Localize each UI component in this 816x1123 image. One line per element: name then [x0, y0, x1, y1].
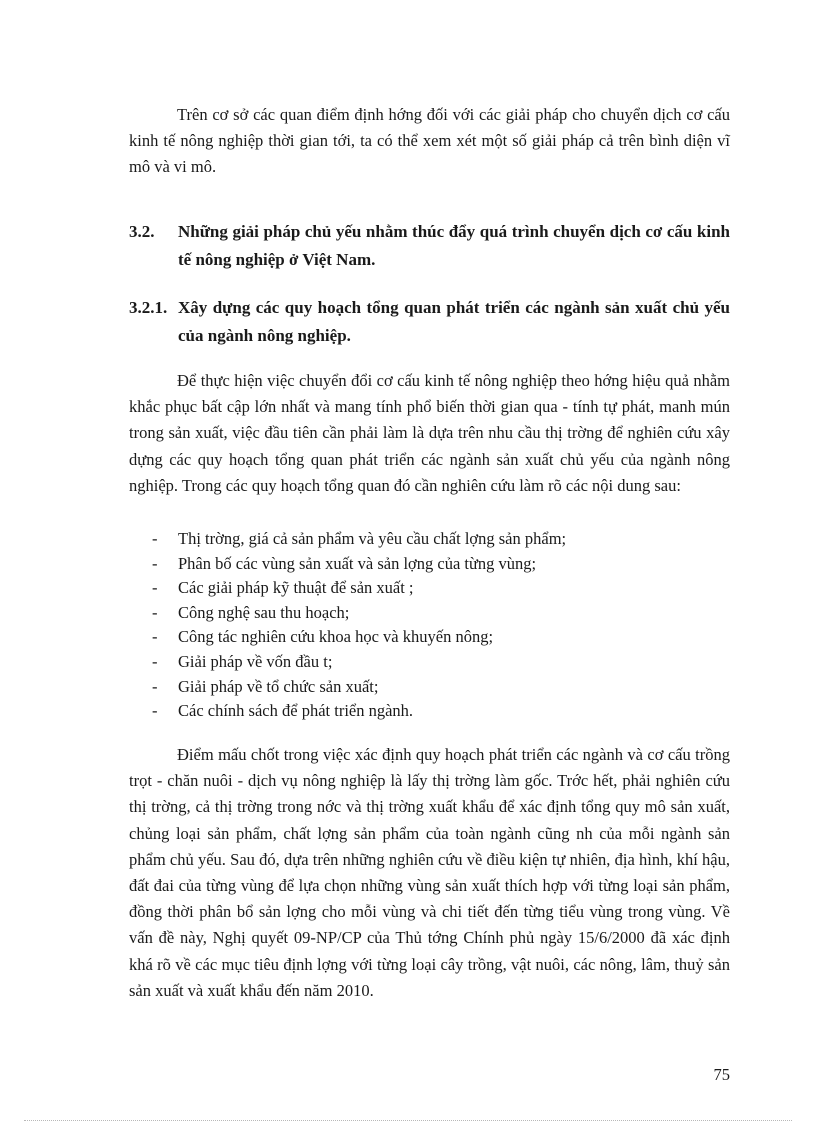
section-3-2-1-heading: [129, 294, 730, 350]
section-3-2-heading: [129, 218, 730, 274]
list-item: - Phân bố các vùng sản xuất và sản lợng của từng vùng;: [152, 553, 537, 573]
list-item: - Công tác nghiên cứu khoa học và khuyến nông;: [152, 627, 494, 647]
list-item: - Giải pháp về tổ chức sản xuất;: [152, 676, 379, 696]
list-item: - Công nghệ sau thu hoạch;: [152, 602, 350, 622]
page-number: 75: [713, 1065, 730, 1084]
keypoint-paragraph: Điểm mấu chốt trong việc xác định quy hoạch phát triển các ngành và cơ cấu trồng trọt - chăn nuôi - dịch vụ nông nghiệp là lấy thị trờng làm gốc. Trớc hết, phải nghiên cứu thị trờng, cả thị trờng trong nớc và thị trờng xuất khẩu để xác định tổng quy mô sản xuất, chủng loại sản phẩm, chất lợng sản phẩm của toàn ngành cũng nh của mỗi ngành sản phẩm chủ yếu. Sau đó, dựa trên những nghiên cứu về điều kiện tự nhiên, địa hình, khí hậu, đất đai của từng vùng để lựa chọn những vùng sản xuất thích hợp với từng loại sản phẩm, đồng thời phân bổ sản lợng cho mỗi vùng và chi tiết đến từng tiểu vùng trong vùng. Về vấn đề này, Nghị quyết 09-NP/CP của Thủ tớng Chính phủ ngày 15/6/2000 đã xác định khá rõ về các mục tiêu định lợng với từng loại cây trồng, vật nuôi, các nông, lâm, thuỷ sản sản xuất và xuất khẩu đến năm 2010.: [129, 745, 730, 1000]
planning-content-list: [129, 527, 730, 724]
intro-paragraph: Trên cơ sở các quan điểm định hớng đối với các giải pháp cho chuyển dịch cơ cấu kinh tế nông nghiệp thời gian tới, ta có thể xem xét một số giải pháp cả trên bình diện vĩ mô và vi mô.: [129, 105, 730, 177]
planning-paragraph: Để thực hiện việc chuyển đổi cơ cấu kinh tế nông nghiệp theo hớng hiệu quả nhằm khắc phục bất cập lớn nhất và mang tính phổ biến thời gian qua - tính tự phát, manh mún trong sản xuất, việc đầu tiên cần phải làm là dựa trên nhu cầu thị trờng để nghiên cứu xây dựng các quy hoạch tổng quan phát triển các ngành sản xuất chủ yếu của ngành nông nghiệp. Trong các quy hoạch tổng quan đó cần nghiên cứu làm rõ các nội dung sau:: [129, 371, 730, 495]
list-item: - Thị trờng, giá cả sản phẩm và yêu cầu chất lợng sản phẩm;: [152, 529, 567, 548]
section-3-2-1-number: 3.2.1.: [129, 298, 168, 317]
list-item: - Giải pháp về vốn đầu t;: [152, 651, 333, 671]
page-bottom-divider: [24, 1120, 792, 1121]
list-item: - Các giải pháp kỹ thuật để sản xuất ;: [152, 578, 414, 598]
section-3-2-1-title: Xây dựng các quy hoạch tổng quan phát triển các ngành sản xuất chủ yếu của ngành nông nghiệp.: [178, 298, 730, 345]
section-3-2-number: 3.2.: [129, 222, 155, 241]
list-item: - Các chính sách để phát triển ngành.: [152, 701, 414, 721]
section-3-2-title: Những giải pháp chủ yếu nhằm thúc đẩy quá trình chuyển dịch cơ cấu kinh tế nông nghiệp ở Việt Nam.: [178, 222, 730, 269]
